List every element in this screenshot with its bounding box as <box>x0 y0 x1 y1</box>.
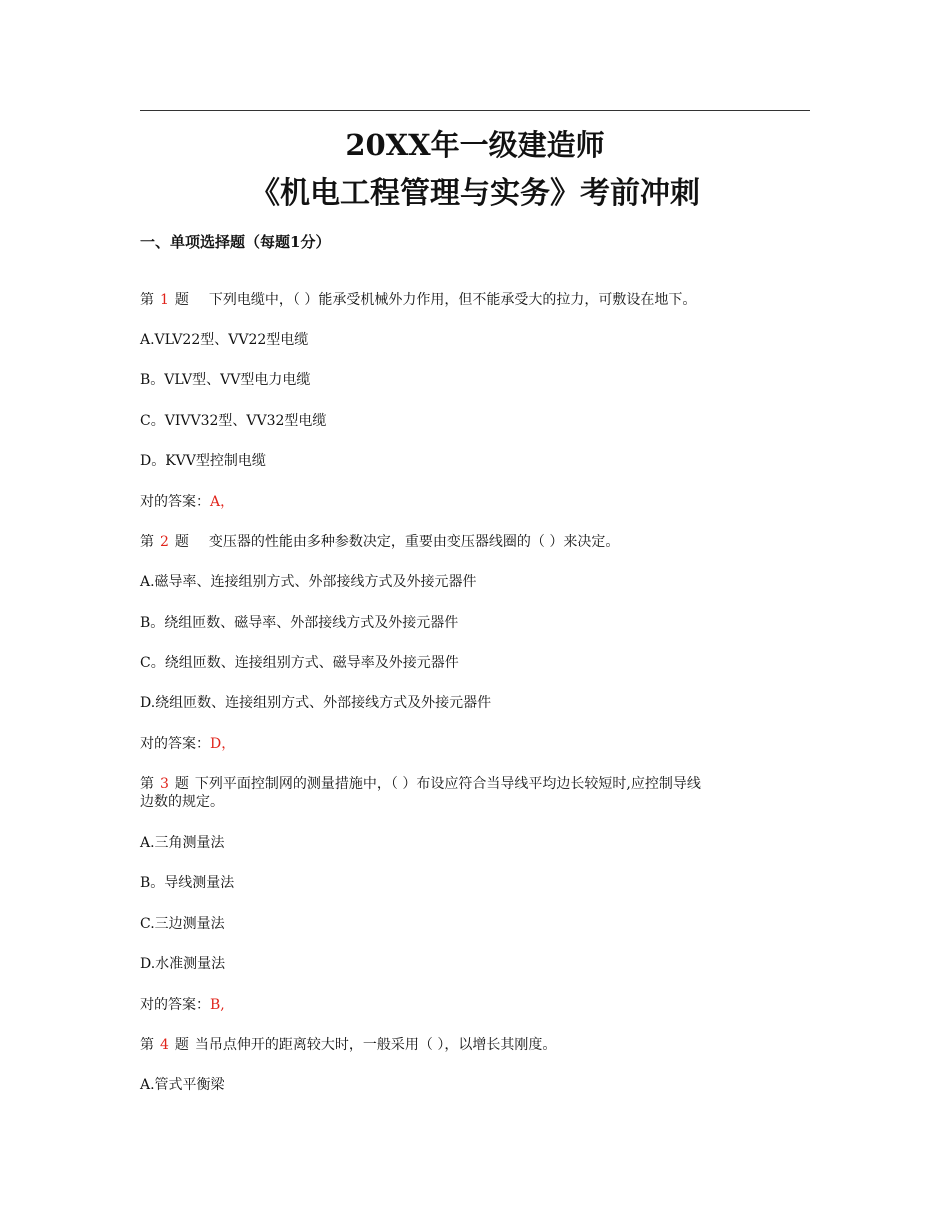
option-d: D.水准测量法 <box>140 956 226 972</box>
question-3-text-line2: 边数的规定。 <box>140 794 224 810</box>
question-prefix: 第 <box>140 1037 154 1053</box>
answer-label: 对的答案： <box>140 494 210 510</box>
answer-value: A， <box>210 494 235 510</box>
option-c: C.三边测量法 <box>140 916 225 932</box>
question-suffix: 题 <box>174 292 189 308</box>
document-title-line2: 《机电工程管理与实务》考前冲刺 <box>250 176 700 211</box>
option-a: A.三角测量法 <box>140 835 225 851</box>
question-1 <box>140 291 810 309</box>
section-heading: 一、单项选择题（每题1分） <box>140 233 331 251</box>
header-rule <box>140 110 810 111</box>
option-a: A.VLV22型、VV22型电缆 <box>140 332 309 348</box>
answer-label: 对的答案： <box>140 997 210 1013</box>
option-c: C。VIVV32型、VV32型电缆 <box>140 413 327 429</box>
question-suffix: 题 <box>174 1037 189 1053</box>
question-text-line1: 下列平面控制网的测量措施中，（ ）布设应符合当导线平均边长较短时,应控制导线 <box>194 776 701 792</box>
question-2 <box>140 533 810 551</box>
answer-line <box>140 493 810 511</box>
answer-label: 对的答案： <box>140 736 210 752</box>
question-prefix: 第 <box>140 292 154 308</box>
option-d: D。KVV型控制电缆 <box>140 453 266 469</box>
question-suffix: 题 <box>174 534 189 550</box>
answer-line <box>140 996 810 1014</box>
question-number: 3 <box>160 776 169 792</box>
option-d: D.绕组匝数、连接组别方式、外部接线方式及外接元器件 <box>140 695 492 711</box>
option-a: A.磁导率、连接组别方式、外部接线方式及外接元器件 <box>140 574 477 590</box>
answer-value: D， <box>210 736 236 752</box>
option-b: B。绕组匝数、磁导率、外部接线方式及外接元器件 <box>140 615 459 631</box>
question-number: 1 <box>160 292 169 308</box>
answer-line <box>140 735 810 753</box>
question-prefix: 第 <box>140 534 154 550</box>
option-b: B。导线测量法 <box>140 875 235 891</box>
question-text: 下列电缆中，（ ）能承受机械外力作用，但不能承受大的拉力，可敷设在地下。 <box>208 292 697 308</box>
document-title-line1: 20XX年一级建造师 <box>345 128 605 162</box>
option-c: C。绕组匝数、连接组别方式、磁导率及外接元器件 <box>140 655 459 671</box>
question-suffix: 题 <box>174 776 189 792</box>
question-text: 当吊点伸开的距离较大时，一般采用（ ），以增长其刚度。 <box>194 1037 557 1053</box>
answer-value: B, <box>210 997 225 1013</box>
option-a: A.管式平衡梁 <box>140 1077 225 1093</box>
question-3 <box>140 775 810 793</box>
question-number: 4 <box>160 1037 169 1053</box>
question-number: 2 <box>160 534 169 550</box>
option-b: B。VLV型、VV型电力电缆 <box>140 372 311 388</box>
question-4 <box>140 1036 810 1054</box>
question-text: 变压器的性能由多种参数决定，重要由变压器线圈的（ ）来决定。 <box>208 534 620 550</box>
question-prefix: 第 <box>140 776 154 792</box>
